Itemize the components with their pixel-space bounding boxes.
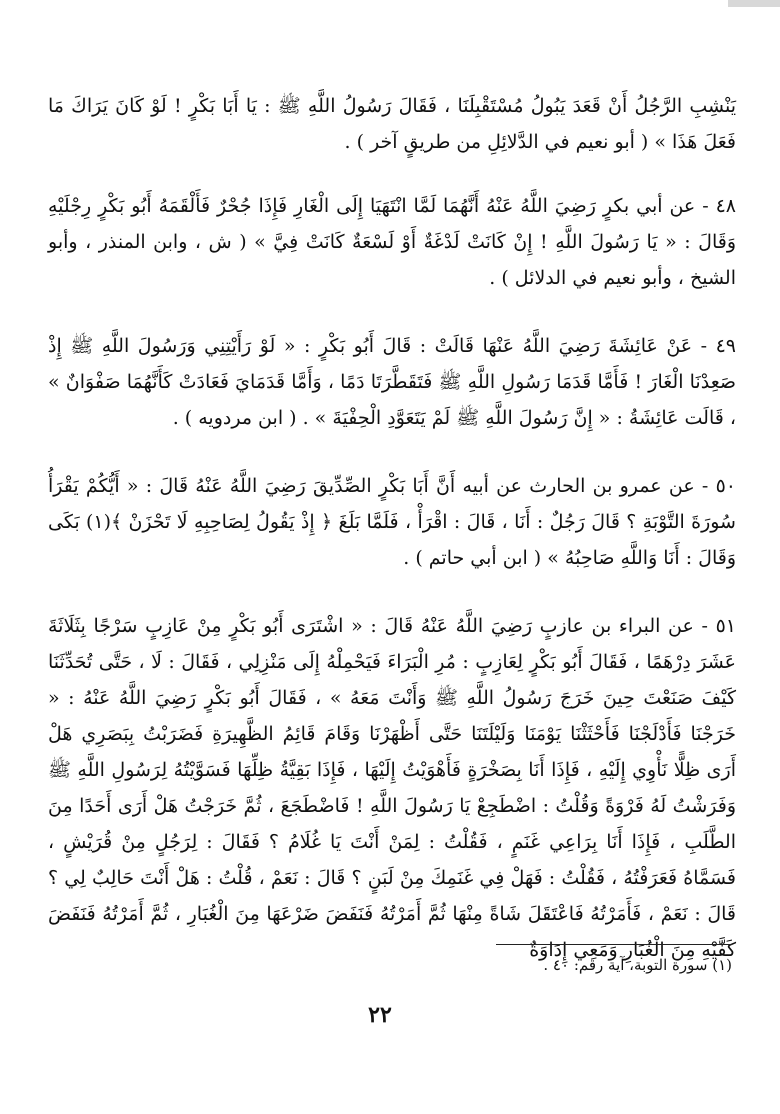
paragraph-continuation: يَنْشِبِ الرَّجُلُ أَنْ قَعَدَ يَبُولُ مُسْتَقْبِلَنَا ، فَقَالَ رَسُولُ اللَّهِ ﷺ : يَا أَبَا بَكْرٍ ! لَوْ كَانَ يَرَاكَ مَا فَعَلَ هَذَا » ( أبو نعيم في الدَّلائِلِ من طريقٍ آخر ) . xyxy=(48,95,736,153)
paragraph-50: ٥٠ - عن عمرو بن الحارث عن أبيه أَنَّ أَبَا بَكْرٍ الصِّدِّيقَ رَضِيَ اللَّهُ عَنْهُ قَالَ : « أَيُّكُمْ يَقْرَأُ سُورَةَ التَّوْبَةِ ؟ قَالَ رَجُلٌ : أَنَا ، قَالَ : اقْرَأْ ، فَلَمَّا بَلَغَ ﴿ إِذْ يَقُولُ لِصَاحِبِهِ لَا تَحْزَنْ ﴾(١) بَكَى وَقَالَ : أَنَا وَاللَّهِ صَاحِبُهُ » ( ابن أبي حاتم ) . xyxy=(48,475,736,569)
paragraph-49: ٤٩ - عَنْ عَائِشَةَ رَضِيَ اللَّهُ عَنْهَا قَالَتْ : قَالَ أَبُو بَكْرٍ : « لَوْ رَأَيْتِنِي وَرَسُولَ اللَّهِ ﷺ إِذْ صَعِدْنَا الْغَارَ ! فَأَمَّا قَدَمَا رَسُولِ اللَّهِ ﷺ فَتَقَطَّرَتَا دَمًا ، وَأَمَّا قَدَمَايَ فَعَادَتْ كَأَنَّهُمَا صَفْوَانٌ » ، قَالَت عَائِشَةُ : « إِنَّ رَسُولَ اللَّهِ ﷺ لَمْ يَتَعَوَّدِ الْحِفْيَةَ » . ( ابن مردويه ) . xyxy=(48,335,736,429)
footnote: (١) سورة التوبة، آية رقم: ٤٠ . xyxy=(543,956,732,974)
paragraph-51: ٥١ - عن البراء بن عازبٍ رَضِيَ اللَّهُ عَنْهُ قَالَ : « اشْتَرَى أَبُو بَكْرٍ مِنْ عَازِبٍ سَرْجًا بِثَلَاثَةَ عَشَرَ دِرْهَمًا ، فَقَالَ أَبُو بَكْرٍ لِعَازِبٍ : مُرِ الْبَرَاءَ فَيَحْمِلْهُ إِلَى مَنْزِلِي ، فَقَالَ : لَا ، حَتَّى تُحَدِّثَنَا كَيْفَ صَنَعْتَ حِينَ خَرَجَ رَسُولُ اللَّهِ ﷺ وَأَنْتَ مَعَهُ » ، فَقَالَ أَبُو بَكْرٍ رَضِيَ اللَّهُ عَنْهُ : « خَرَجْنَا فَأَدْلَجْنَا فَأَحْثَثْنَا يَوْمَنَا وَلَيْلَتَنَا حَتَّى أَظْهَرْنَا وَقَامَ قَائِمُ الظَّهِيرَةِ فَضَرَبْتُ بِبَصَرِي هَلْ أَرَى ظِلًّا نَأْوِي إِلَيْهِ ، فَإِذَا أَنَا بِصَخْرَةٍ فَأَهْوَيْتُ إِلَيْهَا ، فَإِذَا بَقِيَّةُ ظِلِّهَا فَسَوَّيْتُهُ لِرَسُولِ اللَّهِ ﷺ وَفَرَشْتُ لَهُ فَرْوَةً وَقُلْتُ : اضْطَجِعْ يَا رَسُولَ اللَّهِ ! فَاضْطَجَعَ ، ثُمَّ خَرَجْتُ هَلْ أَرَى أَحَدًا مِنَ الطَّلَبِ ، فَإِذَا أَنَا بِرَاعِي غَنَمٍ ، فَقُلْتُ : لِمَنْ أَنْتَ يَا غُلَامُ ؟ فَقَالَ : لِرَجُلٍ مِنْ قُرَيْشٍ ، فَسَمَّاهُ فَعَرَفْتُهُ ، فَقُلْتُ : فَهَلْ فِي غَنَمِكَ مِنْ لَبَنٍ ؟ قَالَ : نَعَمْ ، قُلْتُ : هَلْ أَنْتَ حَالِبٌ لِي ؟ قَالَ : نَعَمْ ، فَأَمَرْتُهُ فَاعْتَقَلَ شَاةً مِنْهَا ثُمَّ أَمَرْتُهُ فَنَفَضَ ضَرْعَهَا مِنَ الْغُبَارِ ، ثُمَّ أَمَرْتُهُ فَنَفَضَ كَفَّيْهِ مِنَ الْغُبَارِ وَمَعِي إِدَاوَةٌ xyxy=(48,615,736,961)
paragraph-48: ٤٨ - عن أبي بكرٍ رَضِيَ اللَّهُ عَنْهُ أَنَّهُمَا لَمَّا انْتَهَيَا إِلَى الْغَارِ فَإِذَا جُحْرٌ فَأَلْقَمَهُ أَبُو بَكْرٍ رِجْلَيْهِ وَقَالَ : « يَا رَسُولَ اللَّهِ ! إِنْ كَانَتْ لَدْغَةٌ أَوْ لَسْعَةٌ كَانَتْ فِيَّ » ( ش ، وابن المنذر ، وأبو الشيخ ، وأبو نعيم في الدلائل ) . xyxy=(48,195,736,289)
page-body xyxy=(48,88,736,968)
page-number: ٢٢ xyxy=(368,1002,392,1028)
footnote-divider xyxy=(496,944,732,945)
scan-corner-mark xyxy=(728,0,780,7)
